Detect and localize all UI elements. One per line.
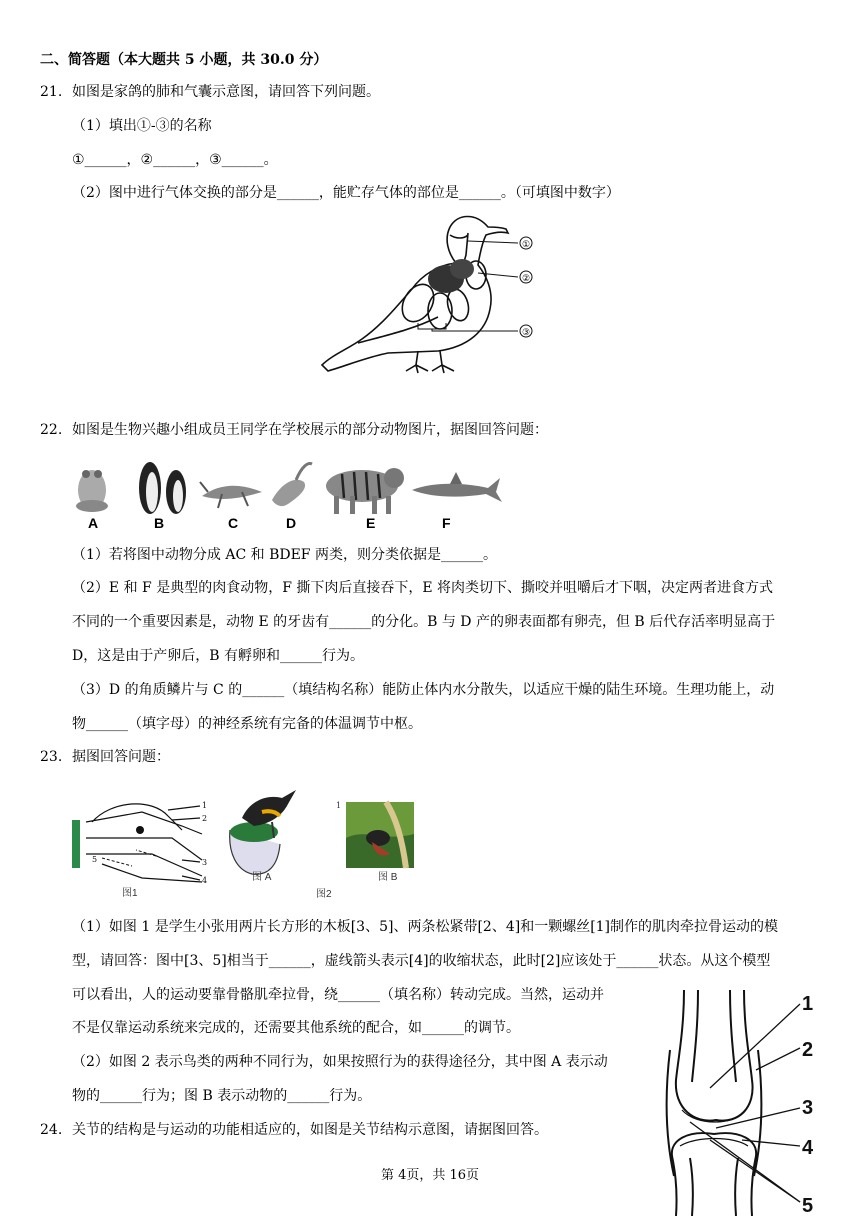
pigeon-label-2: ② — [521, 274, 531, 284]
reptile-image — [272, 464, 312, 507]
animal-label-E: E — [366, 515, 376, 531]
figB-caption: 图 B — [378, 872, 398, 883]
q23-part2-line2: 物的______行为；图 B 表示动物的______行为。 — [72, 1088, 372, 1104]
bird-behavior-a-figure — [222, 782, 304, 882]
penguin-image — [139, 462, 186, 514]
joint-label-2: 2 — [802, 1039, 814, 1061]
q21-part1-blanks: ①______，②______，③______。 — [72, 152, 278, 168]
page-footer: 第 4页，共 16页 — [380, 1168, 480, 1183]
q22-stem: 如图是生物兴趣小组成员王同学在学校展示的部分动物图片，据图回答问题： — [72, 422, 548, 438]
joint-label-5: 5 — [802, 1195, 814, 1216]
q22-part2-line2: 不同的一个重要因素是，动物 E 的牙齿有______的分化。B 与 D 产的卵表面都有卵壳，但 B 后代存活率明显高于 — [72, 614, 776, 630]
shark-image — [412, 472, 502, 502]
q22-part3-line1: （3）D 的角质鳞片与 C 的______（填结构名称）能防止体内水分散失，以适应干燥的陆生环境。生理功能上，动 — [72, 682, 775, 698]
q22-part3-line2: 物______（填字母）的神经系统有完备的体温调节中枢。 — [72, 716, 422, 732]
q23-part2-line1: （2）如图 2 表示鸟类的两种不同行为，如果按照行为的获得途径分，其中图 A 表示动 — [72, 1054, 608, 1070]
q21-part1: （1）填出①-③的名称 — [72, 118, 212, 134]
q23-part1-line2: 型，请回答：图中[3、5]相当于______，虚线箭头表示[4]的收缩状态，此时[2]应该处于______状态。从这个模型 — [72, 953, 771, 969]
bird-behavior-b-figure — [336, 798, 416, 884]
joint-label-4: 4 — [802, 1137, 814, 1159]
fig1-num-5: 5 — [92, 855, 98, 864]
q24-number: 24. — [40, 1122, 63, 1138]
fig2-caption: 图2 — [316, 889, 332, 900]
fig1-num-1: 1 — [202, 801, 208, 810]
animal-pictures-figure — [72, 452, 504, 532]
muscle-model-figure — [72, 790, 222, 898]
q23-part1-line3: 可以看出，人的运动要靠骨骼肌牵拉骨，绕______（填名称）转动完成。当然，运动并 — [72, 987, 604, 1003]
q23-part1-line1: （1）如图 1 是学生小张用两片长方形的木板[3、5]、两条松紧带[2、4]和一颗螺丝[1]制作的肌肉牵拉骨运动的模 — [72, 919, 779, 935]
q22-part2-line3: D，这是由于产卵后，B 有孵卵和______行为。 — [72, 648, 364, 664]
q24-stem: 关节的结构是与运动的功能相适应的，如图是关节结构示意图，请据图回答。 — [72, 1122, 548, 1138]
pigeon-lung-figure — [318, 205, 563, 380]
animal-label-F: F — [442, 515, 451, 531]
joint-label-3: 3 — [802, 1097, 814, 1119]
fig1-caption: 图1 — [122, 888, 138, 898]
section-title: 二、简答题（本大题共 5 小题，共 30.0 分） — [40, 52, 328, 68]
frog-image — [76, 470, 108, 512]
pigeon-label-1: ① — [521, 240, 531, 250]
animal-label-D: D — [286, 515, 297, 531]
figA-caption: 图 A — [252, 872, 272, 882]
q21-number: 21. — [40, 84, 63, 100]
q22-part1: （1）若将图中动物分成 AC 和 BDEF 两类，则分类依据是______。 — [72, 547, 497, 563]
q23-stem: 据图回答问题： — [72, 749, 170, 765]
fig1-num-4: 4 — [202, 876, 208, 885]
joint-label-1: 1 — [802, 993, 814, 1015]
fig1-num-2: 2 — [202, 814, 208, 823]
q23-number: 23. — [40, 749, 63, 765]
q22-part2-line1: （2）E 和 F 是典型的肉食动物，F 撕下肉后直接吞下，E 将肉类切下、撕咬并咀嚼后才下咽，决定两者进食方式 — [72, 580, 774, 596]
q21-part2: （2）图中进行气体交换的部分是______，能贮存气体的部位是______。（可填图中数字） — [72, 185, 620, 201]
animal-label-C: C — [228, 515, 239, 531]
tiger-image — [326, 468, 404, 514]
animal-label-B: B — [154, 515, 165, 531]
q23-part1-line4: 不是仅靠运动系统来完成的，还需要其他系统的配合，如______的调节。 — [72, 1020, 520, 1036]
pigeon-label-3: ③ — [521, 328, 531, 338]
fig1-num-3: 3 — [202, 858, 208, 867]
svg-text:1: 1 — [336, 801, 342, 810]
q22-number: 22. — [40, 422, 63, 438]
q21-stem: 如图是家鸽的肺和气囊示意图，请回答下列问题。 — [72, 84, 380, 100]
lizard-image — [200, 482, 262, 508]
animal-label-A: A — [88, 515, 99, 531]
